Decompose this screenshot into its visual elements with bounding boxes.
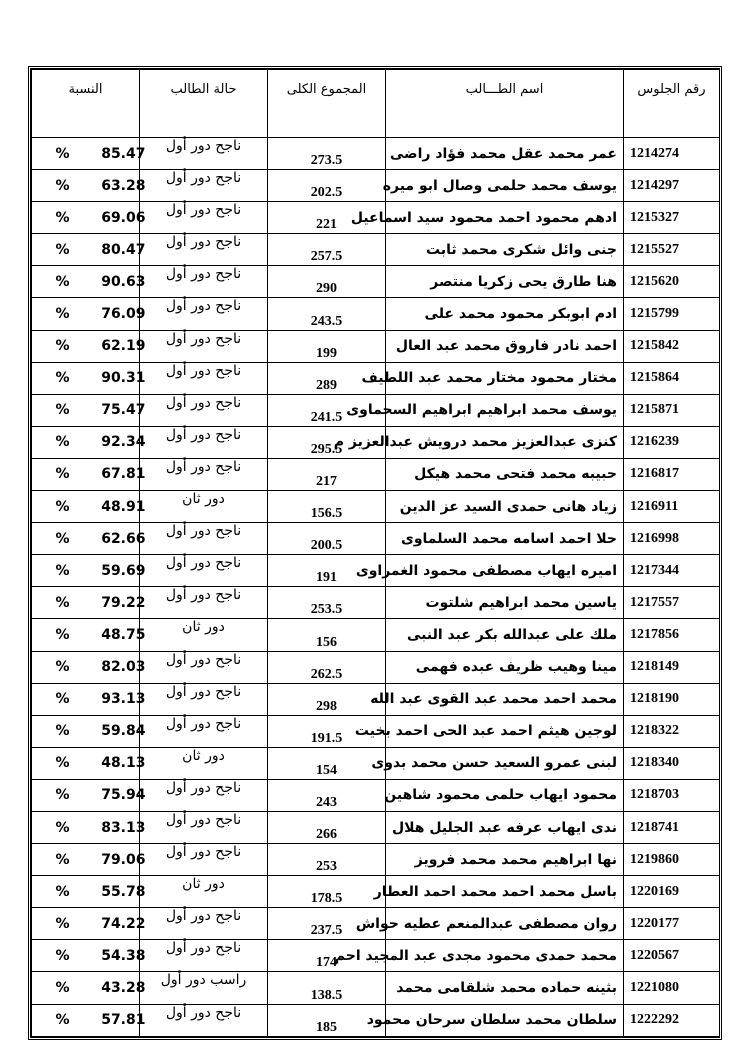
total-cell: 243	[268, 779, 386, 811]
percent-sign: %	[55, 241, 70, 258]
percent-sign: %	[55, 338, 70, 355]
seat-number-cell: 1218322	[624, 715, 720, 747]
status-cell: ناجح دور أول	[140, 202, 268, 234]
total-cell: 266	[268, 811, 386, 843]
percentage-cell	[32, 523, 146, 555]
total-cell: 202.5	[268, 170, 386, 202]
percentage-cell	[32, 651, 146, 683]
header-percentage: النسبة	[32, 70, 140, 138]
percentage-value: 59.84	[101, 723, 146, 740]
student-name-cell: يوسف محمد حلمى وصال ابو ميره	[386, 170, 624, 202]
seat-number-cell: 1219860	[624, 844, 720, 876]
table-row	[32, 715, 720, 747]
total-cell: 199	[268, 330, 386, 362]
total-cell: 257.5	[268, 234, 386, 266]
student-name-cell: محمد احمد محمد عبد القوى عبد الله	[386, 683, 624, 715]
table-row	[32, 587, 720, 619]
student-name-cell: يوسف محمد ابراهيم ابراهيم السحماوى	[386, 394, 624, 426]
percentage-value: 62.66	[101, 530, 146, 547]
percentage-cell	[32, 170, 146, 202]
table-row	[32, 330, 720, 362]
total-cell: 191	[268, 555, 386, 587]
percentage-value: 48.75	[101, 626, 146, 643]
student-name-cell: هنا طارق يحى زكريا منتصر	[386, 266, 624, 298]
student-name-cell: حبيبه محمد فتحى محمد هيكل	[386, 458, 624, 490]
table-row	[32, 683, 720, 715]
total-cell: 289	[268, 362, 386, 394]
percentage-value: 83.13	[101, 819, 146, 836]
student-name-cell: باسل محمد احمد محمد احمد العطار	[386, 876, 624, 908]
seat-number-cell: 1221080	[624, 972, 720, 1004]
percentage-value: 90.63	[101, 273, 146, 290]
percent-sign: %	[55, 434, 70, 451]
table-row	[32, 811, 720, 843]
percent-sign: %	[55, 723, 70, 740]
status-cell: ناجح دور أول	[140, 651, 268, 683]
student-name-cell: ندى ايهاب عرفه عبد الجليل هلال	[386, 811, 624, 843]
percent-sign: %	[55, 530, 70, 547]
table-row	[32, 876, 720, 908]
percent-sign: %	[55, 915, 70, 932]
status-cell: ناجح دور أول	[140, 587, 268, 619]
percent-sign: %	[55, 402, 70, 419]
percentage-value: 55.78	[101, 883, 146, 900]
table-row	[32, 619, 720, 651]
percent-sign: %	[55, 787, 70, 804]
student-name-cell: سلطان محمد سلطان سرحان محمود	[386, 1004, 624, 1036]
status-cell: ناجح دور أول	[140, 362, 268, 394]
status-cell: ناجح دور أول	[140, 266, 268, 298]
student-name-cell: بثينه حماده محمد شلقامى محمد	[386, 972, 624, 1004]
student-name-cell: لوجين هيثم احمد عبد الحى احمد بخيت	[386, 715, 624, 747]
table-row	[32, 138, 720, 170]
total-cell: 200.5	[268, 523, 386, 555]
percentage-value: 75.47	[101, 402, 146, 419]
student-name-cell: محمد حمدى محمود مجدى عبد المجيد احم	[386, 940, 624, 972]
seat-number-cell: 1214274	[624, 138, 720, 170]
percentage-value: 63.28	[101, 177, 146, 194]
total-cell: 243.5	[268, 298, 386, 330]
percent-sign: %	[55, 306, 70, 323]
status-cell: ناجح دور أول	[140, 458, 268, 490]
table-row	[32, 523, 720, 555]
percentage-value: 75.94	[101, 787, 146, 804]
seat-number-cell: 1215842	[624, 330, 720, 362]
table-row	[32, 1004, 720, 1036]
total-cell: 185	[268, 1004, 386, 1036]
percent-sign: %	[55, 755, 70, 772]
percentage-cell	[32, 298, 146, 330]
student-name-cell: ملك على عبدالله بكر عبد النبى	[386, 619, 624, 651]
percentage-value: 85.47	[101, 145, 146, 162]
percentage-value: 93.13	[101, 691, 146, 708]
status-cell: ناجح دور أول	[140, 811, 268, 843]
percentage-value: 48.13	[101, 755, 146, 772]
status-cell: ناجح دور أول	[140, 779, 268, 811]
seat-number-cell: 1215327	[624, 202, 720, 234]
percentage-cell	[32, 683, 146, 715]
percent-sign: %	[55, 177, 70, 194]
percentage-cell	[32, 202, 146, 234]
status-cell: دور ثان	[140, 619, 268, 651]
status-cell: دور ثان	[140, 747, 268, 779]
table-row	[32, 779, 720, 811]
percentage-value: 62.19	[101, 338, 146, 355]
percentage-cell	[32, 138, 146, 170]
total-cell: 156	[268, 619, 386, 651]
percent-sign: %	[55, 1012, 70, 1029]
percentage-cell	[32, 940, 146, 972]
student-name-cell: ياسين محمد ابراهيم شلتوت	[386, 587, 624, 619]
table-row	[32, 651, 720, 683]
student-name-cell: محمود ايهاب حلمى محمود شاهين	[386, 779, 624, 811]
seat-number-cell: 1216239	[624, 426, 720, 458]
percentage-value: 92.34	[101, 434, 146, 451]
table-row	[32, 298, 720, 330]
table-row	[32, 747, 720, 779]
seat-number-cell: 1218149	[624, 651, 720, 683]
status-cell: دور ثان	[140, 876, 268, 908]
percent-sign: %	[55, 466, 70, 483]
total-cell: 253	[268, 844, 386, 876]
header-status: حالة الطالب	[140, 70, 268, 138]
percentage-value: 69.06	[101, 209, 146, 226]
status-cell: ناجح دور أول	[140, 715, 268, 747]
header-seat-number: رقم الجلوس	[624, 70, 720, 138]
percent-sign: %	[55, 691, 70, 708]
seat-number-cell: 1217856	[624, 619, 720, 651]
total-cell: 174	[268, 940, 386, 972]
student-name-cell: نها ابراهيم محمد محمد فرويز	[386, 844, 624, 876]
seat-number-cell: 1217344	[624, 555, 720, 587]
percentage-cell	[32, 811, 146, 843]
percent-sign: %	[55, 370, 70, 387]
percent-sign: %	[55, 273, 70, 290]
percentage-value: 57.81	[101, 1012, 146, 1029]
percentage-value: 67.81	[101, 466, 146, 483]
student-name-cell: كنزى عبدالعزيز محمد درويش عبدالعزيز م	[386, 426, 624, 458]
seat-number-cell: 1216998	[624, 523, 720, 555]
seat-number-cell: 1217557	[624, 587, 720, 619]
status-cell: ناجح دور أول	[140, 170, 268, 202]
table-row	[32, 940, 720, 972]
percentage-cell	[32, 715, 146, 747]
student-name-cell: زياد هانى حمدى السيد عز الدين	[386, 491, 624, 523]
percent-sign: %	[55, 145, 70, 162]
percentage-cell	[32, 234, 146, 266]
percentage-value: 90.31	[101, 370, 146, 387]
status-cell: ناجح دور أول	[140, 555, 268, 587]
total-cell: 221	[268, 202, 386, 234]
percentage-cell	[32, 587, 146, 619]
seat-number-cell: 1215871	[624, 394, 720, 426]
percent-sign: %	[55, 851, 70, 868]
percentage-cell	[32, 1004, 146, 1036]
seat-number-cell: 1218340	[624, 747, 720, 779]
percentage-cell	[32, 876, 146, 908]
seat-number-cell: 1215864	[624, 362, 720, 394]
table-row	[32, 394, 720, 426]
student-name-cell: حلا احمد اسامه محمد السلماوى	[386, 523, 624, 555]
table-row	[32, 266, 720, 298]
percentage-value: 43.28	[101, 979, 146, 996]
table-row	[32, 844, 720, 876]
percent-sign: %	[55, 659, 70, 676]
status-cell: ناجح دور أول	[140, 683, 268, 715]
percentage-value: 82.03	[101, 659, 146, 676]
percent-sign: %	[55, 883, 70, 900]
status-cell: ناجح دور أول	[140, 330, 268, 362]
percentage-value: 79.22	[101, 594, 146, 611]
seat-number-cell: 1215620	[624, 266, 720, 298]
total-cell: 178.5	[268, 876, 386, 908]
student-name-cell: روان مصطفى عبدالمنعم عطيه حواش	[386, 908, 624, 940]
percentage-value: 79.06	[101, 851, 146, 868]
seat-number-cell: 1216817	[624, 458, 720, 490]
percent-sign: %	[55, 626, 70, 643]
status-cell: ناجح دور أول	[140, 940, 268, 972]
percentage-value: 59.69	[101, 562, 146, 579]
percentage-cell	[32, 972, 146, 1004]
percentage-cell	[32, 458, 146, 490]
seat-number-cell: 1214297	[624, 170, 720, 202]
percent-sign: %	[55, 594, 70, 611]
percentage-cell	[32, 266, 146, 298]
percentage-value: 76.09	[101, 306, 146, 323]
percentage-cell	[32, 394, 146, 426]
total-cell: 241.5	[268, 394, 386, 426]
percentage-cell	[32, 779, 146, 811]
student-name-cell: احمد نادر فاروق محمد عبد العال	[386, 330, 624, 362]
header-total: المجموع الكلى	[268, 70, 386, 138]
status-cell: ناجح دور أول	[140, 394, 268, 426]
status-cell: ناجح دور أول	[140, 523, 268, 555]
total-cell: 262.5	[268, 651, 386, 683]
percent-sign: %	[55, 979, 70, 996]
total-cell: 273.5	[268, 138, 386, 170]
seat-number-cell: 1220567	[624, 940, 720, 972]
total-cell: 237.5	[268, 908, 386, 940]
student-name-cell: جنى وائل شكرى محمد ثابت	[386, 234, 624, 266]
total-cell: 298	[268, 683, 386, 715]
seat-number-cell: 1218741	[624, 811, 720, 843]
percent-sign: %	[55, 562, 70, 579]
total-cell: 156.5	[268, 491, 386, 523]
table-row	[32, 234, 720, 266]
table-body	[32, 138, 720, 1037]
total-cell: 217	[268, 458, 386, 490]
student-name-cell: ادم ابوبكر محمود محمد على	[386, 298, 624, 330]
student-name-cell: اميره ايهاب مصطفى محمود الغمراوى	[386, 555, 624, 587]
seat-number-cell: 1220177	[624, 908, 720, 940]
percentage-value: 74.22	[101, 915, 146, 932]
table-row	[32, 491, 720, 523]
table-row	[32, 426, 720, 458]
percentage-cell	[32, 330, 146, 362]
seat-number-cell: 1222292	[624, 1004, 720, 1036]
percentage-cell	[32, 362, 146, 394]
percent-sign: %	[55, 209, 70, 226]
total-cell: 138.5	[268, 972, 386, 1004]
header-row	[32, 70, 720, 138]
seat-number-cell: 1218190	[624, 683, 720, 715]
status-cell: ناجح دور أول	[140, 844, 268, 876]
total-cell: 290	[268, 266, 386, 298]
seat-number-cell: 1216911	[624, 491, 720, 523]
percentage-value: 80.47	[101, 241, 146, 258]
percent-sign: %	[55, 498, 70, 515]
student-name-cell: عمر محمد عقل محمد فؤاد راضى	[386, 138, 624, 170]
status-cell: ناجح دور أول	[140, 1004, 268, 1036]
percentage-cell	[32, 844, 146, 876]
percent-sign: %	[55, 947, 70, 964]
seat-number-cell: 1215799	[624, 298, 720, 330]
percentage-value: 48.91	[101, 498, 146, 515]
status-cell: ناجح دور أول	[140, 908, 268, 940]
status-cell: ناجح دور أول	[140, 234, 268, 266]
percentage-cell	[32, 426, 146, 458]
percentage-cell	[32, 491, 146, 523]
percentage-cell	[32, 619, 146, 651]
percentage-cell	[32, 747, 146, 779]
total-cell: 253.5	[268, 587, 386, 619]
header-name: اسم الطـــالب	[386, 70, 624, 138]
student-name-cell: مختار محمود مختار محمد عبد اللطيف	[386, 362, 624, 394]
seat-number-cell: 1220169	[624, 876, 720, 908]
percentage-value: 54.38	[101, 947, 146, 964]
student-name-cell: مينا وهيب ظريف عبده فهمى	[386, 651, 624, 683]
seat-number-cell: 1218703	[624, 779, 720, 811]
status-cell: ناجح دور أول	[140, 138, 268, 170]
percentage-cell	[32, 555, 146, 587]
table-row	[32, 908, 720, 940]
results-sheet	[28, 66, 722, 1040]
table-row	[32, 555, 720, 587]
table-row	[32, 170, 720, 202]
total-cell: 295.5	[268, 426, 386, 458]
status-cell: دور ثان	[140, 491, 268, 523]
student-name-cell: لبنى عمرو السعيد حسن محمد بدوى	[386, 747, 624, 779]
percent-sign: %	[55, 819, 70, 836]
total-cell: 154	[268, 747, 386, 779]
table-row	[32, 202, 720, 234]
status-cell: راسب دور أول	[140, 972, 268, 1004]
total-cell: 191.5	[268, 715, 386, 747]
status-cell: ناجح دور أول	[140, 298, 268, 330]
seat-number-cell: 1215527	[624, 234, 720, 266]
table-row	[32, 458, 720, 490]
percentage-cell	[32, 908, 146, 940]
results-table	[31, 69, 720, 1037]
status-cell: ناجح دور أول	[140, 426, 268, 458]
student-name-cell: ادهم محمود احمد محمود سيد اسماعيل	[386, 202, 624, 234]
table-row	[32, 972, 720, 1004]
table-row	[32, 362, 720, 394]
